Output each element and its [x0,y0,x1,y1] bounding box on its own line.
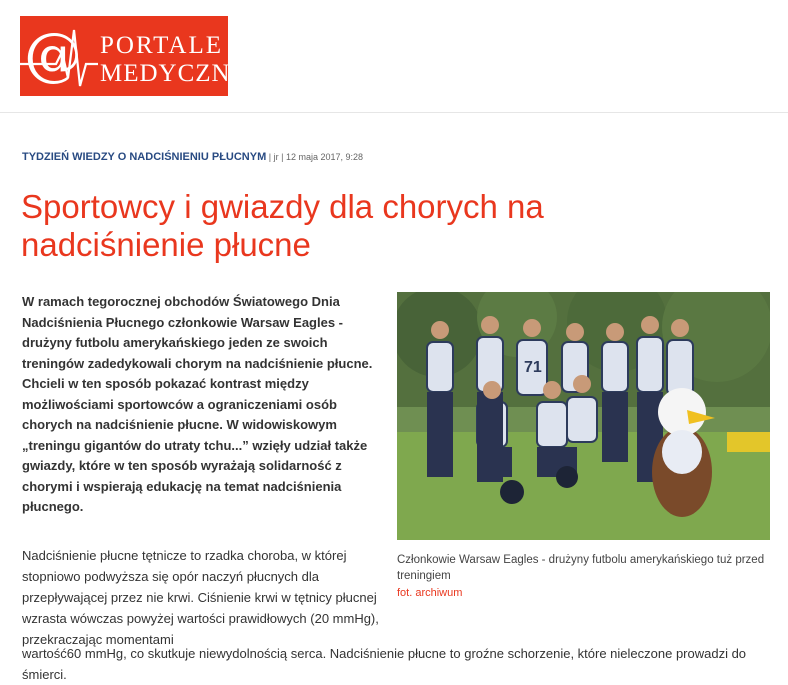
article-title: Sportowcy i gwiazdy dla chorych na nadciśnienie płucne [21,188,544,263]
logo-line2: MEDYCZNE [100,60,247,87]
portale-medyczne-logo[interactable] [20,16,247,96]
article-photo[interactable] [397,292,770,540]
photo-credit: fot. archiwum [397,587,463,599]
photo-caption: Członkowie Warsaw Eagles - drużyny futbolu amerykańskiego tuż przed treningiem [397,554,765,582]
logo-at-symbol: @ [24,20,82,88]
site-header [0,0,788,113]
logo-line1: PORTALE [100,32,223,59]
article-paragraph: Nadciśnienie płucne tętnicze to rzadka choroba, w której stopniowo podwyższa się opór naczyń płucnych dla przepływającej przez nie krwi. Ciśnienie krwi w tętnicy płucnej wzrasta wówczas powyżej wartości prawidłowych (20 mmHg), przekraczając momentami [22,548,379,647]
article-paragraph-continued: wartość60 mmHg, co skutkuje niewydolnością serca. Nadciśnienie płucne to groźne schorzenie, które nieleczone prowadzi do śmierci. [22,646,747,682]
jersey-number: 71 [524,359,542,376]
article-lead: W ramach tegorocznej obchodów Światowego Dnia Nadciśnienia Płucnego członkowie Warsaw Eagles - drużyny futbolu amerykańskiego jeden ze swoich treningów zadedykowali chorym na nadciśnienie płucne. Chcieli w ten sposób pokazać kontrast między możliwościami sportowców a ograniczeniami osób chorych na nadciśnienie płucne. W widowiskowym „treningu gigantów do utraty tchu...” wzięły udział także gwiazdy, które w ten sposób wyrażają solidarność z chorymi i wspierają edukację na temat nadciśnienia płucnego. [22,294,373,514]
author: jr [273,152,279,162]
article-meta [22,151,363,163]
date: 12 maja 2017, 9:28 [285,152,364,162]
category-link[interactable]: TYDZIEŃ WIEDZY O NADCIŚNIENIU PŁUCNYM [22,151,267,163]
meta-separator: | [278,152,286,162]
meta-separator: | [266,152,274,162]
